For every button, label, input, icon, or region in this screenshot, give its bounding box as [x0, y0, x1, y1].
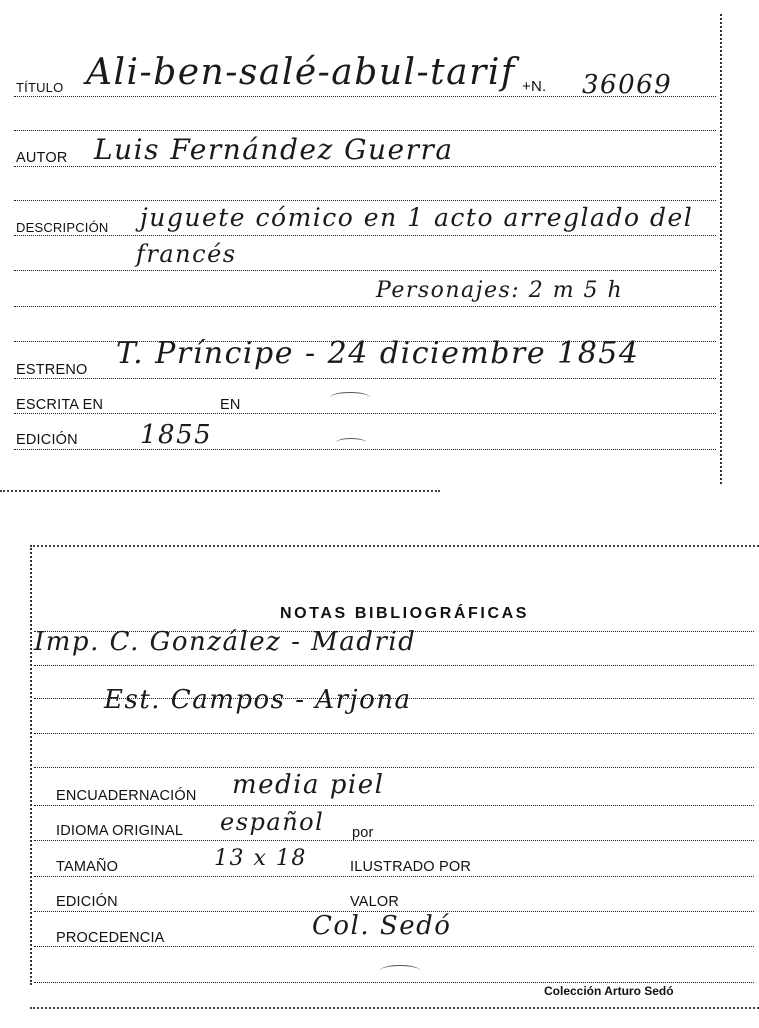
- titulo-value: Ali-ben-salé-abul-tarif: [86, 52, 516, 93]
- descripcion-line2: francés: [136, 240, 237, 268]
- rule: [34, 665, 754, 666]
- encuadernacion-value: media piel: [232, 770, 385, 800]
- rule-encuadernacion: [34, 805, 754, 806]
- rule: [34, 767, 754, 768]
- procedencia-label: PROCEDENCIA: [56, 930, 165, 946]
- edicion-label: EDICIÓN: [16, 432, 78, 448]
- card-bottom-border: [30, 1007, 759, 1009]
- rule-escrita: [14, 413, 716, 414]
- escrita-en-label: ESCRITA EN: [16, 397, 104, 413]
- rule: [14, 130, 716, 131]
- number-label: +N.: [522, 78, 547, 95]
- descripcion-line1: juguete cómico en 1 acto arreglado del: [140, 203, 694, 232]
- personajes-note: Personajes: 2 m 5 h: [376, 278, 624, 303]
- estreno-label: ESTRENO: [16, 362, 88, 378]
- edicion-value: 1855: [140, 420, 213, 450]
- card-left-border: [30, 545, 32, 985]
- note-imprenta: Imp. C. González - Madrid: [34, 627, 417, 657]
- rule-procedencia: [34, 946, 754, 947]
- catalog-card-main: [0, 0, 724, 485]
- ink-smudge: [336, 438, 366, 447]
- rule: [14, 270, 716, 271]
- rule: [34, 982, 754, 983]
- titulo-label: TÍTULO: [16, 80, 64, 95]
- rule-estreno: [14, 378, 716, 379]
- card-top-border: [30, 545, 759, 547]
- rule-edicion: [14, 449, 716, 450]
- registry-number: 36069: [582, 70, 673, 100]
- idioma-label: IDIOMA ORIGINAL: [56, 823, 184, 839]
- rule: [34, 733, 754, 734]
- por-label: por: [352, 825, 374, 841]
- en-label: EN: [220, 397, 241, 413]
- ilustrado-label: ILUSTRADO POR: [350, 859, 472, 875]
- card-right-border: [720, 14, 722, 484]
- notas-heading: NOTAS BIBLIOGRÁFICAS: [280, 605, 530, 622]
- ink-smudge: [380, 965, 420, 976]
- edicion2-label: EDICIÓN: [56, 894, 118, 910]
- rule-autor: [14, 166, 716, 167]
- tamano-label: TAMAÑO: [56, 859, 119, 875]
- descripcion-label: DESCRIPCIÓN: [16, 220, 109, 235]
- note-estampa: Est. Campos - Arjona: [104, 685, 412, 715]
- idioma-value: español: [220, 808, 325, 836]
- catalog-card-notes: [30, 545, 759, 1015]
- valor-label: VALOR: [350, 894, 400, 910]
- rule-tamano: [34, 876, 754, 877]
- rule: [14, 200, 716, 201]
- procedencia-value: Col. Sedó: [312, 911, 452, 941]
- collection-credit: Colección Arturo Sedó: [544, 984, 674, 998]
- rule-descripcion: [14, 235, 716, 236]
- card-bottom-border: [0, 490, 440, 492]
- autor-value: Luis Fernández Guerra: [94, 133, 454, 166]
- autor-label: AUTOR: [16, 150, 68, 166]
- ink-smudge: [330, 392, 370, 403]
- rule-idioma: [34, 840, 754, 841]
- encuadernacion-label: ENCUADERNACIÓN: [56, 788, 197, 804]
- rule: [14, 306, 716, 307]
- estreno-value: T. Príncipe - 24 diciembre 1854: [116, 336, 640, 371]
- tamano-value: 13 x 18: [214, 846, 307, 871]
